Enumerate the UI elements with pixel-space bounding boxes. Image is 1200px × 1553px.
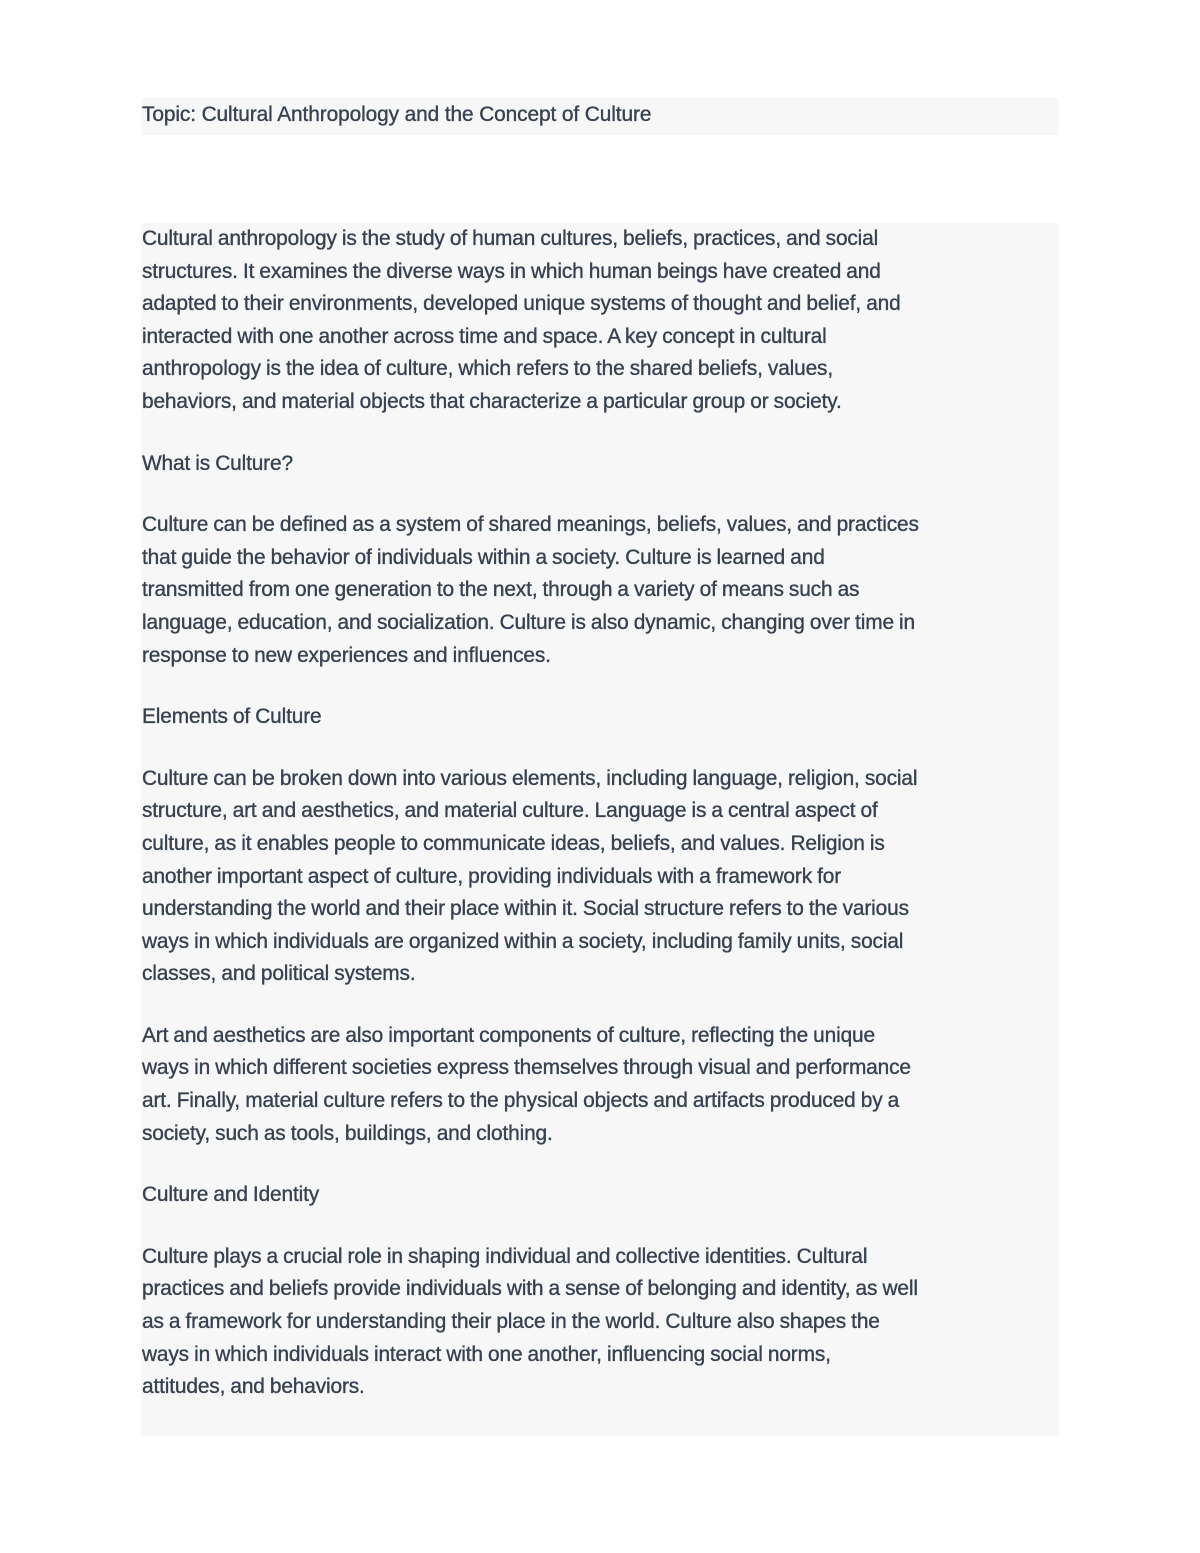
- text-line: structure, art and aesthetics, and material culture. Language is a central aspect of: [142, 799, 878, 823]
- text-line: practices and beliefs provide individuals with a sense of belonging and identity, as well: [142, 1277, 918, 1301]
- art-material-paragraph: [141, 1020, 1059, 1150]
- heading-text: What is Culture?: [142, 451, 293, 475]
- text-line: ways in which individuals are organized within a society, including family units, social: [142, 929, 904, 953]
- text-line: interacted with one another across time and space. A key concept in cultural: [142, 324, 827, 348]
- text-line: adapted to their environments, developed unique systems of thought and belief, and: [142, 292, 901, 316]
- text-line: that guide the behavior of individuals within a society. Culture is learned and: [142, 545, 825, 569]
- section-heading-elements-of-culture: [141, 701, 1059, 734]
- identity-paragraph: [141, 1241, 1059, 1404]
- text-line: behaviors, and material objects that characterize a particular group or society.: [142, 389, 842, 413]
- text-line: language, education, and socialization. Culture is also dynamic, changing over time in: [142, 610, 915, 634]
- text-line: another important aspect of culture, providing individuals with a framework for: [142, 864, 842, 888]
- text-line: Art and aesthetics are also important components of culture, reflecting the unique: [142, 1023, 875, 1047]
- text-line: classes, and political systems.: [142, 962, 416, 986]
- definition-paragraph: [141, 509, 1059, 672]
- text-line: structures. It examines the diverse ways in which human beings have created and: [142, 259, 881, 283]
- text-line: response to new experiences and influences.: [142, 643, 551, 667]
- elements-paragraph: [141, 763, 1059, 991]
- text-line: as a framework for understanding their place in the world. Culture also shapes the: [142, 1310, 880, 1334]
- text-line: ways in which individuals interact with one another, influencing social norms,: [142, 1342, 831, 1366]
- topic-block: [141, 98, 1059, 135]
- intro-paragraph: [141, 223, 1059, 419]
- text-line: anthropology is the idea of culture, which refers to the shared beliefs, values,: [142, 357, 833, 381]
- text-line: culture, as it enables people to communicate ideas, beliefs, and values. Religion is: [142, 831, 885, 855]
- text-line: Culture can be broken down into various elements, including language, religion, social: [142, 766, 918, 790]
- text-line: Culture plays a crucial role in shaping individual and collective identities. Cultural: [142, 1244, 868, 1268]
- heading-text: Culture and Identity: [142, 1183, 320, 1207]
- text-line: transmitted from one generation to the next, through a variety of means such as: [142, 578, 860, 602]
- text-line: ways in which different societies express themselves through visual and performance: [142, 1056, 911, 1080]
- text-line: understanding the world and their place within it. Social structure refers to the various: [142, 897, 909, 921]
- text-line: society, such as tools, buildings, and clothing.: [142, 1121, 553, 1145]
- section-heading-culture-and-identity: [141, 1179, 1059, 1212]
- text-line: Cultural anthropology is the study of human cultures, beliefs, practices, and social: [142, 227, 879, 250]
- text-line: art. Finally, material culture refers to the physical objects and artifacts produced by a: [142, 1089, 900, 1113]
- text-line: Culture can be defined as a system of shared meanings, beliefs, values, and practices: [142, 513, 919, 537]
- heading-text: Elements of Culture: [142, 705, 322, 729]
- section-heading-what-is-culture: [141, 448, 1059, 481]
- topic-heading: Topic: Cultural Anthropology and the Concept of Culture: [142, 103, 652, 126]
- text-line: attitudes, and behaviors.: [142, 1375, 365, 1399]
- document-body: [141, 223, 1059, 1436]
